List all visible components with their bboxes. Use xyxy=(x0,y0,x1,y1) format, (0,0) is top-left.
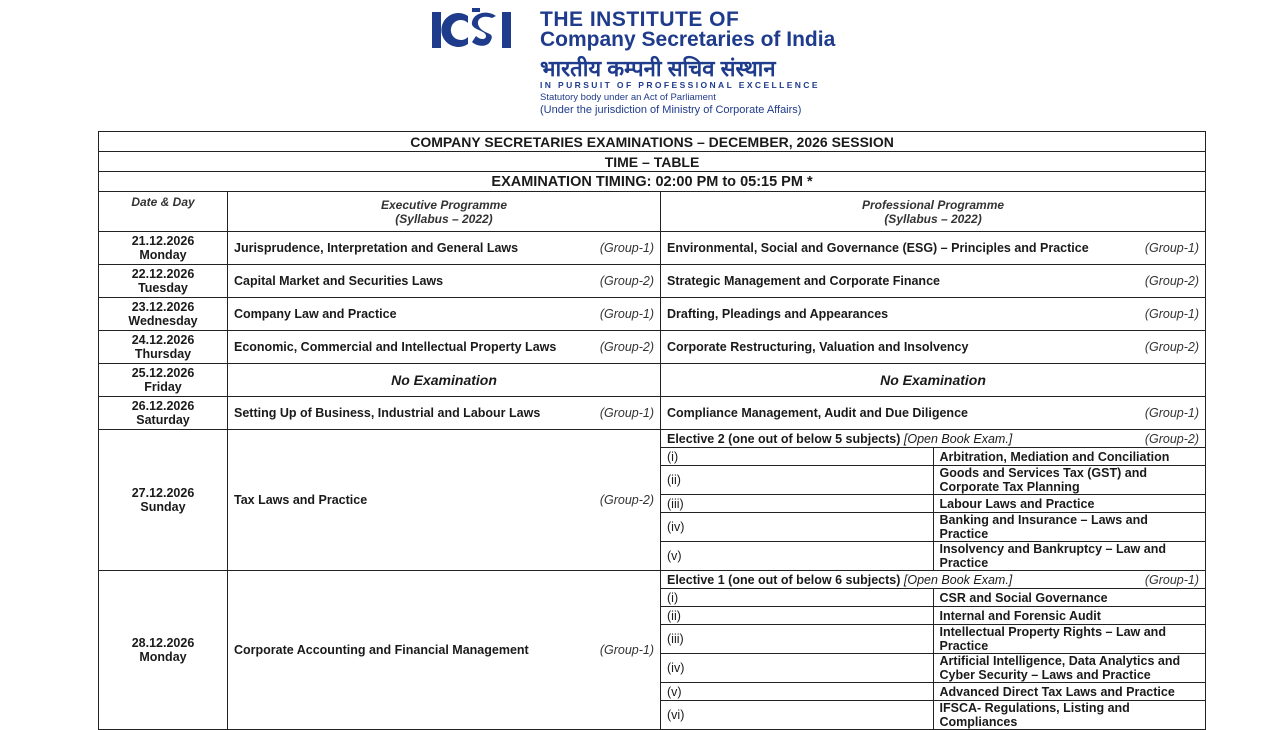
exam-timing: EXAMINATION TIMING: 02:00 PM to 05:15 PM * xyxy=(99,172,1206,192)
professional-subject: Drafting, Pleadings and Appearances (Group-1) xyxy=(661,298,1206,331)
timetable-heading: TIME – TABLE xyxy=(99,152,1206,172)
executive-subject: Jurisprudence, Interpretation and General Laws (Group-1) xyxy=(228,232,661,265)
elective-title: Elective 1 (one out of below 6 subjects) [Open Book Exam.] (Group-1) xyxy=(661,571,1205,589)
executive-subject: Economic, Commercial and Intellectual Property Laws (Group-2) xyxy=(228,331,661,364)
list-item: (iii) Intellectual Property Rights – Law and Practice xyxy=(661,625,1205,654)
list-item: (iv) Banking and Insurance – Laws and Practice xyxy=(661,513,1205,542)
executive-subject: Setting Up of Business, Industrial and Labour Laws (Group-1) xyxy=(228,397,661,430)
date-cell: 25.12.2026 Friday xyxy=(99,364,228,397)
no-exam-professional: No Examination xyxy=(661,364,1206,397)
institute-name-line2: Company Secretaries of India xyxy=(540,28,836,51)
date-cell: 22.12.2026 Tuesday xyxy=(99,265,228,298)
list-item: (i) CSR and Social Governance xyxy=(661,589,1205,607)
professional-subject: Environmental, Social and Governance (ESG) – Principles and Practice (Group-1) xyxy=(661,232,1206,265)
table-row xyxy=(99,331,1206,364)
jurisdiction-note: (Under the jurisdiction of Ministry of Corporate Affairs) xyxy=(540,104,802,116)
letterhead xyxy=(0,0,1280,124)
list-item: (ii) Goods and Services Tax (GST) and Corporate Tax Planning xyxy=(661,466,1205,495)
executive-subject: Corporate Accounting and Financial Management (Group-1) xyxy=(228,571,661,730)
professional-subject: Corporate Restructuring, Valuation and Insolvency (Group-2) xyxy=(661,331,1206,364)
exam-title: COMPANY SECRETARIES EXAMINATIONS – DECEMBER, 2026 SESSION xyxy=(99,132,1206,152)
col-header-executive: Executive Programme (Syllabus – 2022) xyxy=(228,192,661,232)
institute-motto: IN PURSUIT OF PROFESSIONAL EXCELLENCE xyxy=(540,80,820,90)
elective-block xyxy=(661,430,1206,571)
col-header-professional: Professional Programme (Syllabus – 2022) xyxy=(661,192,1206,232)
executive-subject: Company Law and Practice (Group-1) xyxy=(228,298,661,331)
institute-name-hindi: भारतीय कम्पनी सचिव संस्थान xyxy=(540,56,776,81)
table-row xyxy=(99,430,1206,571)
institute-name-line1: THE INSTITUTE OF xyxy=(540,8,740,31)
table-row xyxy=(99,571,1206,730)
professional-subject: Compliance Management, Audit and Due Diligence (Group-1) xyxy=(661,397,1206,430)
date-cell: 23.12.2026 Wednesday xyxy=(99,298,228,331)
icsi-logo-icon xyxy=(430,6,516,54)
list-item: (ii) Internal and Forensic Audit xyxy=(661,607,1205,625)
statutory-note: Statutory body under an Act of Parliament xyxy=(540,92,716,103)
professional-subject: Strategic Management and Corporate Finance (Group-2) xyxy=(661,265,1206,298)
list-item: (vi) IFSCA- Regulations, Listing and Compliances xyxy=(661,701,1205,730)
date-cell: 21.12.2026 Monday xyxy=(99,232,228,265)
date-cell: 24.12.2026 Thursday xyxy=(99,331,228,364)
date-cell: 26.12.2026 Saturday xyxy=(99,397,228,430)
date-cell: 28.12.2026 Monday xyxy=(99,571,228,730)
executive-subject: Capital Market and Securities Laws (Group-2) xyxy=(228,265,661,298)
executive-subject: Tax Laws and Practice (Group-2) xyxy=(228,430,661,571)
table-row xyxy=(99,298,1206,331)
list-item: (v) Insolvency and Bankruptcy – Law and Practice xyxy=(661,542,1205,571)
list-item: (v) Advanced Direct Tax Laws and Practice xyxy=(661,683,1205,701)
no-exam-executive: No Examination xyxy=(228,364,661,397)
table-row xyxy=(99,232,1206,265)
table-row xyxy=(99,397,1206,430)
timetable xyxy=(98,131,1206,730)
elective-title: Elective 2 (one out of below 5 subjects) [Open Book Exam.] (Group-2) xyxy=(661,430,1205,448)
list-item: (iv) Artificial Intelligence, Data Analytics and Cyber Security – Laws and Practice xyxy=(661,654,1205,683)
date-cell: 27.12.2026 Sunday xyxy=(99,430,228,571)
list-item: (iii) Labour Laws and Practice xyxy=(661,495,1205,513)
col-header-date: Date & Day xyxy=(99,192,228,232)
table-row xyxy=(99,265,1206,298)
list-item: (i) Arbitration, Mediation and Conciliation xyxy=(661,448,1205,466)
table-row xyxy=(99,364,1206,397)
elective-block xyxy=(661,571,1206,730)
